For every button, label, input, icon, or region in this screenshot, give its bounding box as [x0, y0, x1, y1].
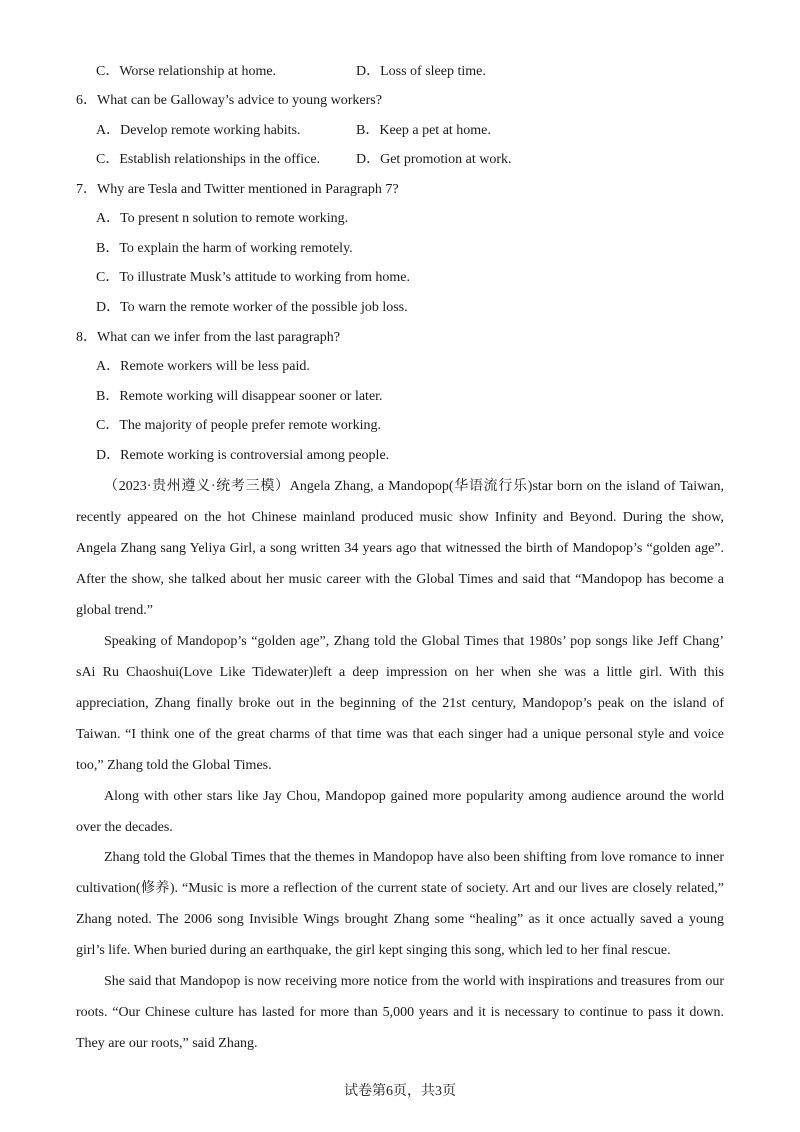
page-footer: 试卷第6页，共3页: [344, 1084, 456, 1099]
q8-option-b[interactable]: B．Remote working will disappear sooner or later.: [96, 389, 383, 404]
q5-option-c[interactable]: C．Worse relationship at home.: [96, 64, 277, 79]
q7-option-a[interactable]: A．To present n solution to remote working.: [96, 211, 349, 226]
passage-paragraph-1: （2023·贵州遵义·统考三模）Angela Zhang, a Mandopop(华语流行乐)star born on the island of Taiwan, recently appeared on the hot Chinese mainland produced music show Infinity and Beyond. During the show, Angela Zhang sang Yeliya Girl, a song written 34 years ago that witnessed the birth of Mandopop’s “golden age”. After the show, she talked about her music career with the Global Times and said that “Mandopop has become a global trend.”: [76, 479, 724, 618]
q5-option-d[interactable]: D．Loss of sleep time.: [356, 64, 486, 79]
q6-option-b[interactable]: B．Keep a pet at home.: [356, 123, 491, 138]
q6-option-d[interactable]: D．Get promotion at work.: [356, 152, 512, 167]
q8-stem: 8．What can we infer from the last paragraph?: [76, 330, 340, 345]
q6-stem: 6．What can be Galloway’s advice to young workers?: [76, 93, 382, 108]
q8-option-c[interactable]: C．The majority of people prefer remote working.: [96, 418, 381, 433]
passage-paragraph-2: Speaking of Mandopop’s “golden age”, Zhang told the Global Times that 1980s’ pop songs like Jeff Chang’ sAi Ru Chaoshui(Love Like Tidewater)left a deep impression on her when she was a little girl. With this appreciation, Zhang finally broke out in the beginning of the 21st century, Mandopop’s peak on the island of Taiwan. “I think one of the great charms of that time was that each singer had a unique personal style and voice too,” Zhang told the Global Times.: [76, 634, 724, 773]
q7-option-d[interactable]: D．To warn the remote worker of the possible job loss.: [96, 300, 408, 315]
passage-paragraph-5: She said that Mandopop is now receiving more notice from the world with inspirations and treasures from our roots. “Our Chinese culture has lasted for more than 5,000 years and it is necessary to continue to pass it down. They are our roots,” said Zhang.: [76, 974, 724, 1051]
q8-option-a[interactable]: A．Remote workers will be less paid.: [96, 359, 310, 374]
passage-paragraph-4: Zhang told the Global Times that the themes in Mandopop have also been shifting from love romance to inner cultivation(修养). “Music is more a reflection of the current state of society. Art and our lives are closely related,” Zhang noted. The 2006 song Invisible Wings brought Zhang some “healing” as it once actually saved a young girl’s life. When buried during an earthquake, the girl kept singing this song, which led to her final rescue.: [76, 850, 724, 958]
q7-stem: 7．Why are Tesla and Twitter mentioned in Paragraph 7?: [76, 182, 399, 197]
q7-option-b[interactable]: B．To explain the harm of working remotely.: [96, 241, 353, 256]
q7-option-c[interactable]: C．To illustrate Musk’s attitude to working from home.: [96, 270, 410, 285]
q6-option-c[interactable]: C．Establish relationships in the office.: [96, 152, 321, 167]
q6-option-a[interactable]: A．Develop remote working habits.: [96, 123, 301, 138]
passage-paragraph-3: Along with other stars like Jay Chou, Mandopop gained more popularity among audience around the world over the decades.: [76, 789, 724, 835]
q8-option-d[interactable]: D．Remote working is controversial among people.: [96, 448, 390, 463]
